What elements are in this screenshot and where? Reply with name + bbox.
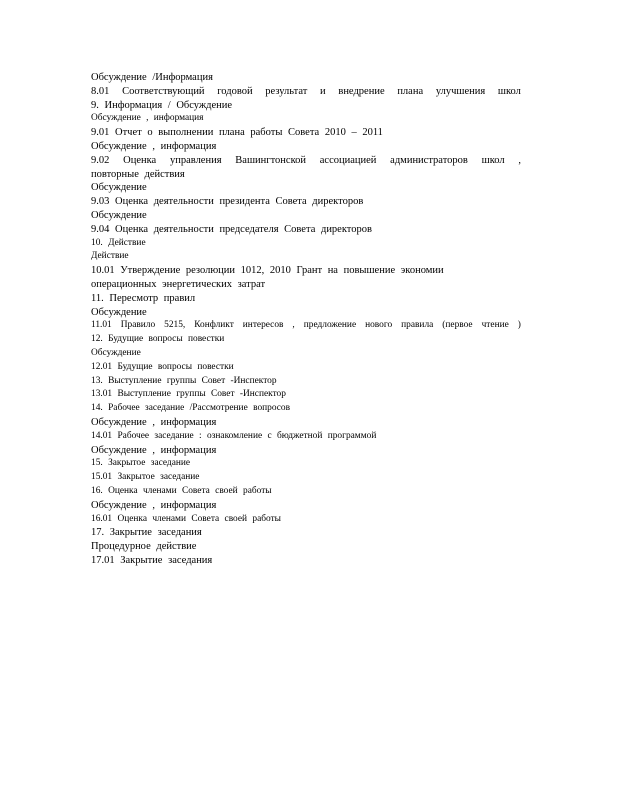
document-line: Обсуждение , информация <box>91 444 217 456</box>
document-line: 15.01 Закрытое заседание <box>91 472 200 483</box>
document-line: Обсуждение , информация <box>91 499 217 511</box>
document-line: Действие <box>91 251 129 262</box>
document-line: 14. Рабочее заседание /Рассмотрение вопросов <box>91 403 291 414</box>
document-line: Обсуждение <box>91 182 147 194</box>
document-page <box>91 71 521 568</box>
document-line: повторные действия <box>91 168 185 180</box>
document-line: 16. Оценка членами Совета своей работы <box>91 485 272 496</box>
document-line: Обсуждение , информация <box>91 113 204 124</box>
document-line: 13.01 Выступление группы Совет -Инспектор <box>91 389 286 400</box>
document-line: 10.01 Утверждение резолюции 1012, 2010 Грант на повышение экономии <box>91 265 444 277</box>
document-line: Обсуждение <box>91 347 141 358</box>
document-line: Обсуждение , информация <box>91 140 217 152</box>
document-line: 9.03 Оценка деятельности президента Совета директоров <box>91 196 364 208</box>
document-line: операционных энергетических затрат <box>91 278 266 290</box>
document-line: 11.01 Правило 5215, Конфликт интересов , предложение нового правила (первое чтение ) <box>91 320 521 331</box>
document-line: 15. Закрытое заседание <box>91 458 191 469</box>
document-line: 12.01 Будущие вопросы повестки <box>91 361 234 372</box>
document-line: Обсуждение <box>91 306 147 318</box>
document-line: Обсуждение /Информация <box>91 72 213 83</box>
document-line: 12. Будущие вопросы повестки <box>91 334 225 345</box>
document-line: 8.01 Соответствующий годовой результат и внедрение плана улучшения школ <box>91 85 521 97</box>
document-line: 9. Информация / Обсуждение <box>91 99 233 111</box>
document-line: 9.04 Оценка деятельности председателя Совета директоров <box>91 223 372 235</box>
document-line: Процедурное действие <box>91 541 197 553</box>
document-line: 13. Выступление группы Совет -Инспектор <box>91 375 277 386</box>
document-line: 10. Действие <box>91 237 146 248</box>
document-line: 9.02 Оценка управления Вашингтонской ассоциацией администраторов школ , <box>91 154 521 166</box>
document-line: Обсуждение , информация <box>91 416 217 428</box>
document-line: 16.01 Оценка членами Совета своей работы <box>91 513 281 524</box>
document-line: 17.01 Закрытие заседания <box>91 554 213 566</box>
document-line: 11. Пересмотр правил <box>91 292 196 304</box>
document-line: Обсуждение <box>91 209 147 221</box>
document-line: 9.01 Отчет о выполнении плана работы Совета 2010 – 2011 <box>91 127 383 139</box>
document-line: 17. Закрытие заседания <box>91 527 202 539</box>
document-line: 14.01 Рабочее заседание : ознакомление с бюджетной программой <box>91 430 377 441</box>
